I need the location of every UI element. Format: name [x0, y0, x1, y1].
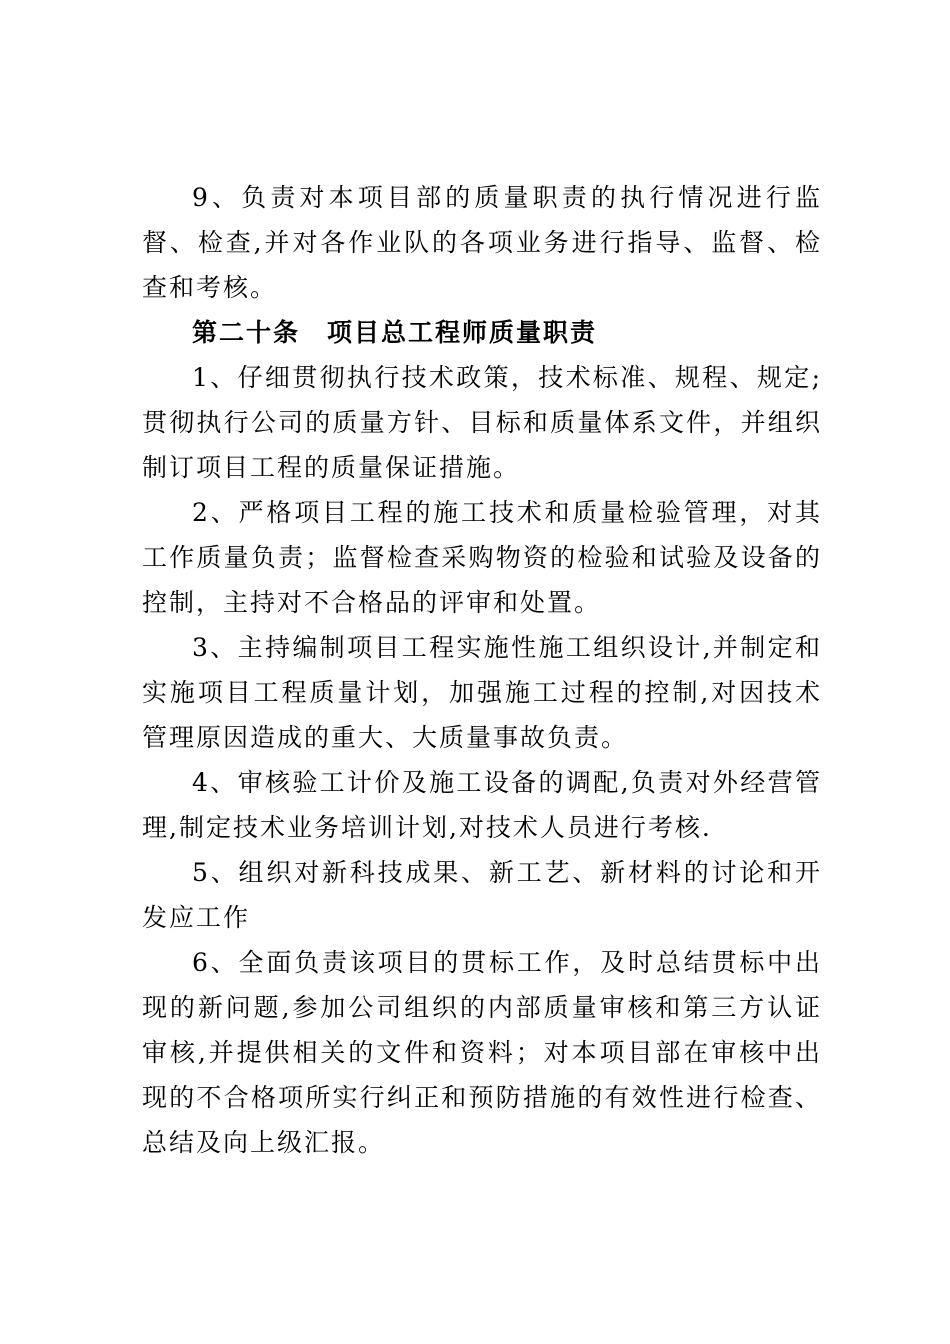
paragraph-item-5: 5、组织对新科技成果、新工艺、新材料的讨论和开发应工作 — [142, 858, 822, 932]
document-page — [142, 175, 822, 1165]
paragraph-item-9: 9、负责对本项目部的质量职责的执行情况进行监督、检查,并对各作业队的各项业务进行指导、监督、检查和考核。 — [142, 183, 822, 302]
paragraph-item-6: 6、全面负责该项目的贯标工作，及时总结贯标中出现的新问题,参加公司组织的内部质量审核和第三方认证审核,并提供相关的文件和资料；对本项目部在审核中出现的不合格项所实行纠正和预防措施的有效性进行检查、总结及向上级汇报。 — [142, 948, 822, 1157]
article-20-heading: 第二十条 项目总工程师质量职责 — [192, 318, 598, 347]
paragraph-item-2: 2、严格项目工程的施工技术和质量检验管理，对其工作质量负责；监督检查采购物资的检验和试验及设备的控制，主持对不合格品的评审和处置。 — [142, 498, 822, 617]
paragraph-item-4: 4、审核验工计价及施工设备的调配,负责对外经营管理,制定技术业务培训计划,对技术人员进行考核. — [142, 768, 822, 842]
paragraph-item-3: 3、主持编制项目工程实施性施工组织设计,并制定和实施项目工程质量计划，加强施工过程的控制,对因技术管理原因造成的重大、大质量事故负责。 — [142, 633, 822, 752]
paragraph-item-1: 1、仔细贯彻执行技术政策，技术标准、规程、规定;贯彻执行公司的质量方针、目标和质量体系文件，并组织制订项目工程的质量保证措施。 — [142, 363, 822, 482]
